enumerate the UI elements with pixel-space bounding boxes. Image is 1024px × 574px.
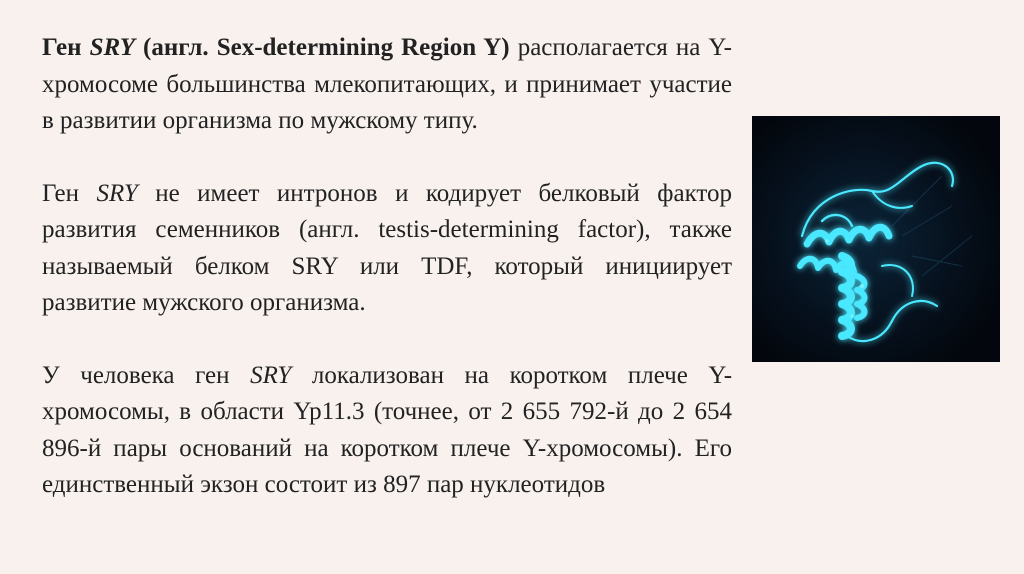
- paragraph-text: не имеет интронов и кодирует белковый фактор развития семенников (англ. testis-determining factor), также называемый белком SRY или TDF, который инициирует развитие мужского организма.: [42, 179, 732, 316]
- paragraph-lead: У человека ген: [42, 361, 230, 389]
- paragraph-sry-function: [42, 176, 732, 322]
- gene-word: Ген: [42, 34, 82, 61]
- gene-name: SRY: [89, 34, 135, 61]
- paragraph-sry-location: [42, 358, 732, 504]
- protein-structure-illustration-icon: [752, 116, 1000, 362]
- protein-structure-image: [752, 116, 1000, 362]
- text-column: [42, 30, 732, 504]
- gene-name: SRY: [250, 361, 292, 389]
- english-term: (англ. Sex-determining Region Y): [143, 34, 510, 61]
- paragraph-text: располагается на Y-хромосоме большинства млекопитающих, и принимает участие в развитии организма по мужскому типу.: [42, 34, 732, 134]
- gene-name: SRY: [96, 179, 138, 207]
- gene-word: Ген: [42, 179, 80, 207]
- paragraph-sry-definition: [42, 30, 732, 140]
- paragraph-text: локализован на коротком плече Y-хромосомы, в области Yp11.3 (точнее, от 2 655 792-й до 2 654 896-й пары оснований на коротком плече Y-хромосомы). Его единственный экзон состоит из 897 пар нуклеотидов: [42, 361, 733, 498]
